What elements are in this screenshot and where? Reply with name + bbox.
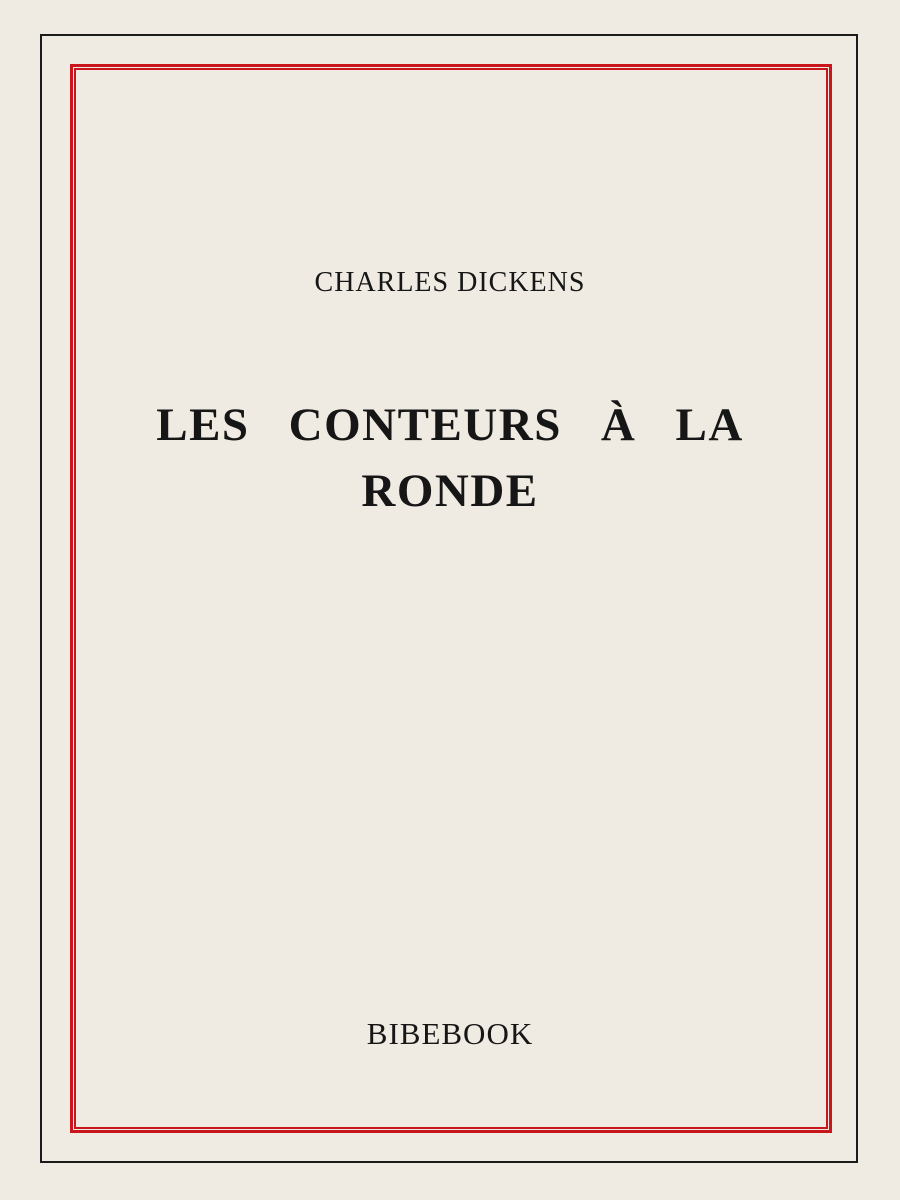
book-title [90, 392, 810, 524]
book-title-line-2: RONDE [361, 465, 539, 517]
author-name: CHARLES DICKENS [314, 267, 586, 298]
red-double-border-outer [70, 64, 832, 1133]
book-title-line-1: LES CONTEURS À LA [156, 399, 744, 451]
red-double-border-inner [74, 68, 828, 1129]
publisher-name: BIBEBOOK [366, 1016, 534, 1051]
